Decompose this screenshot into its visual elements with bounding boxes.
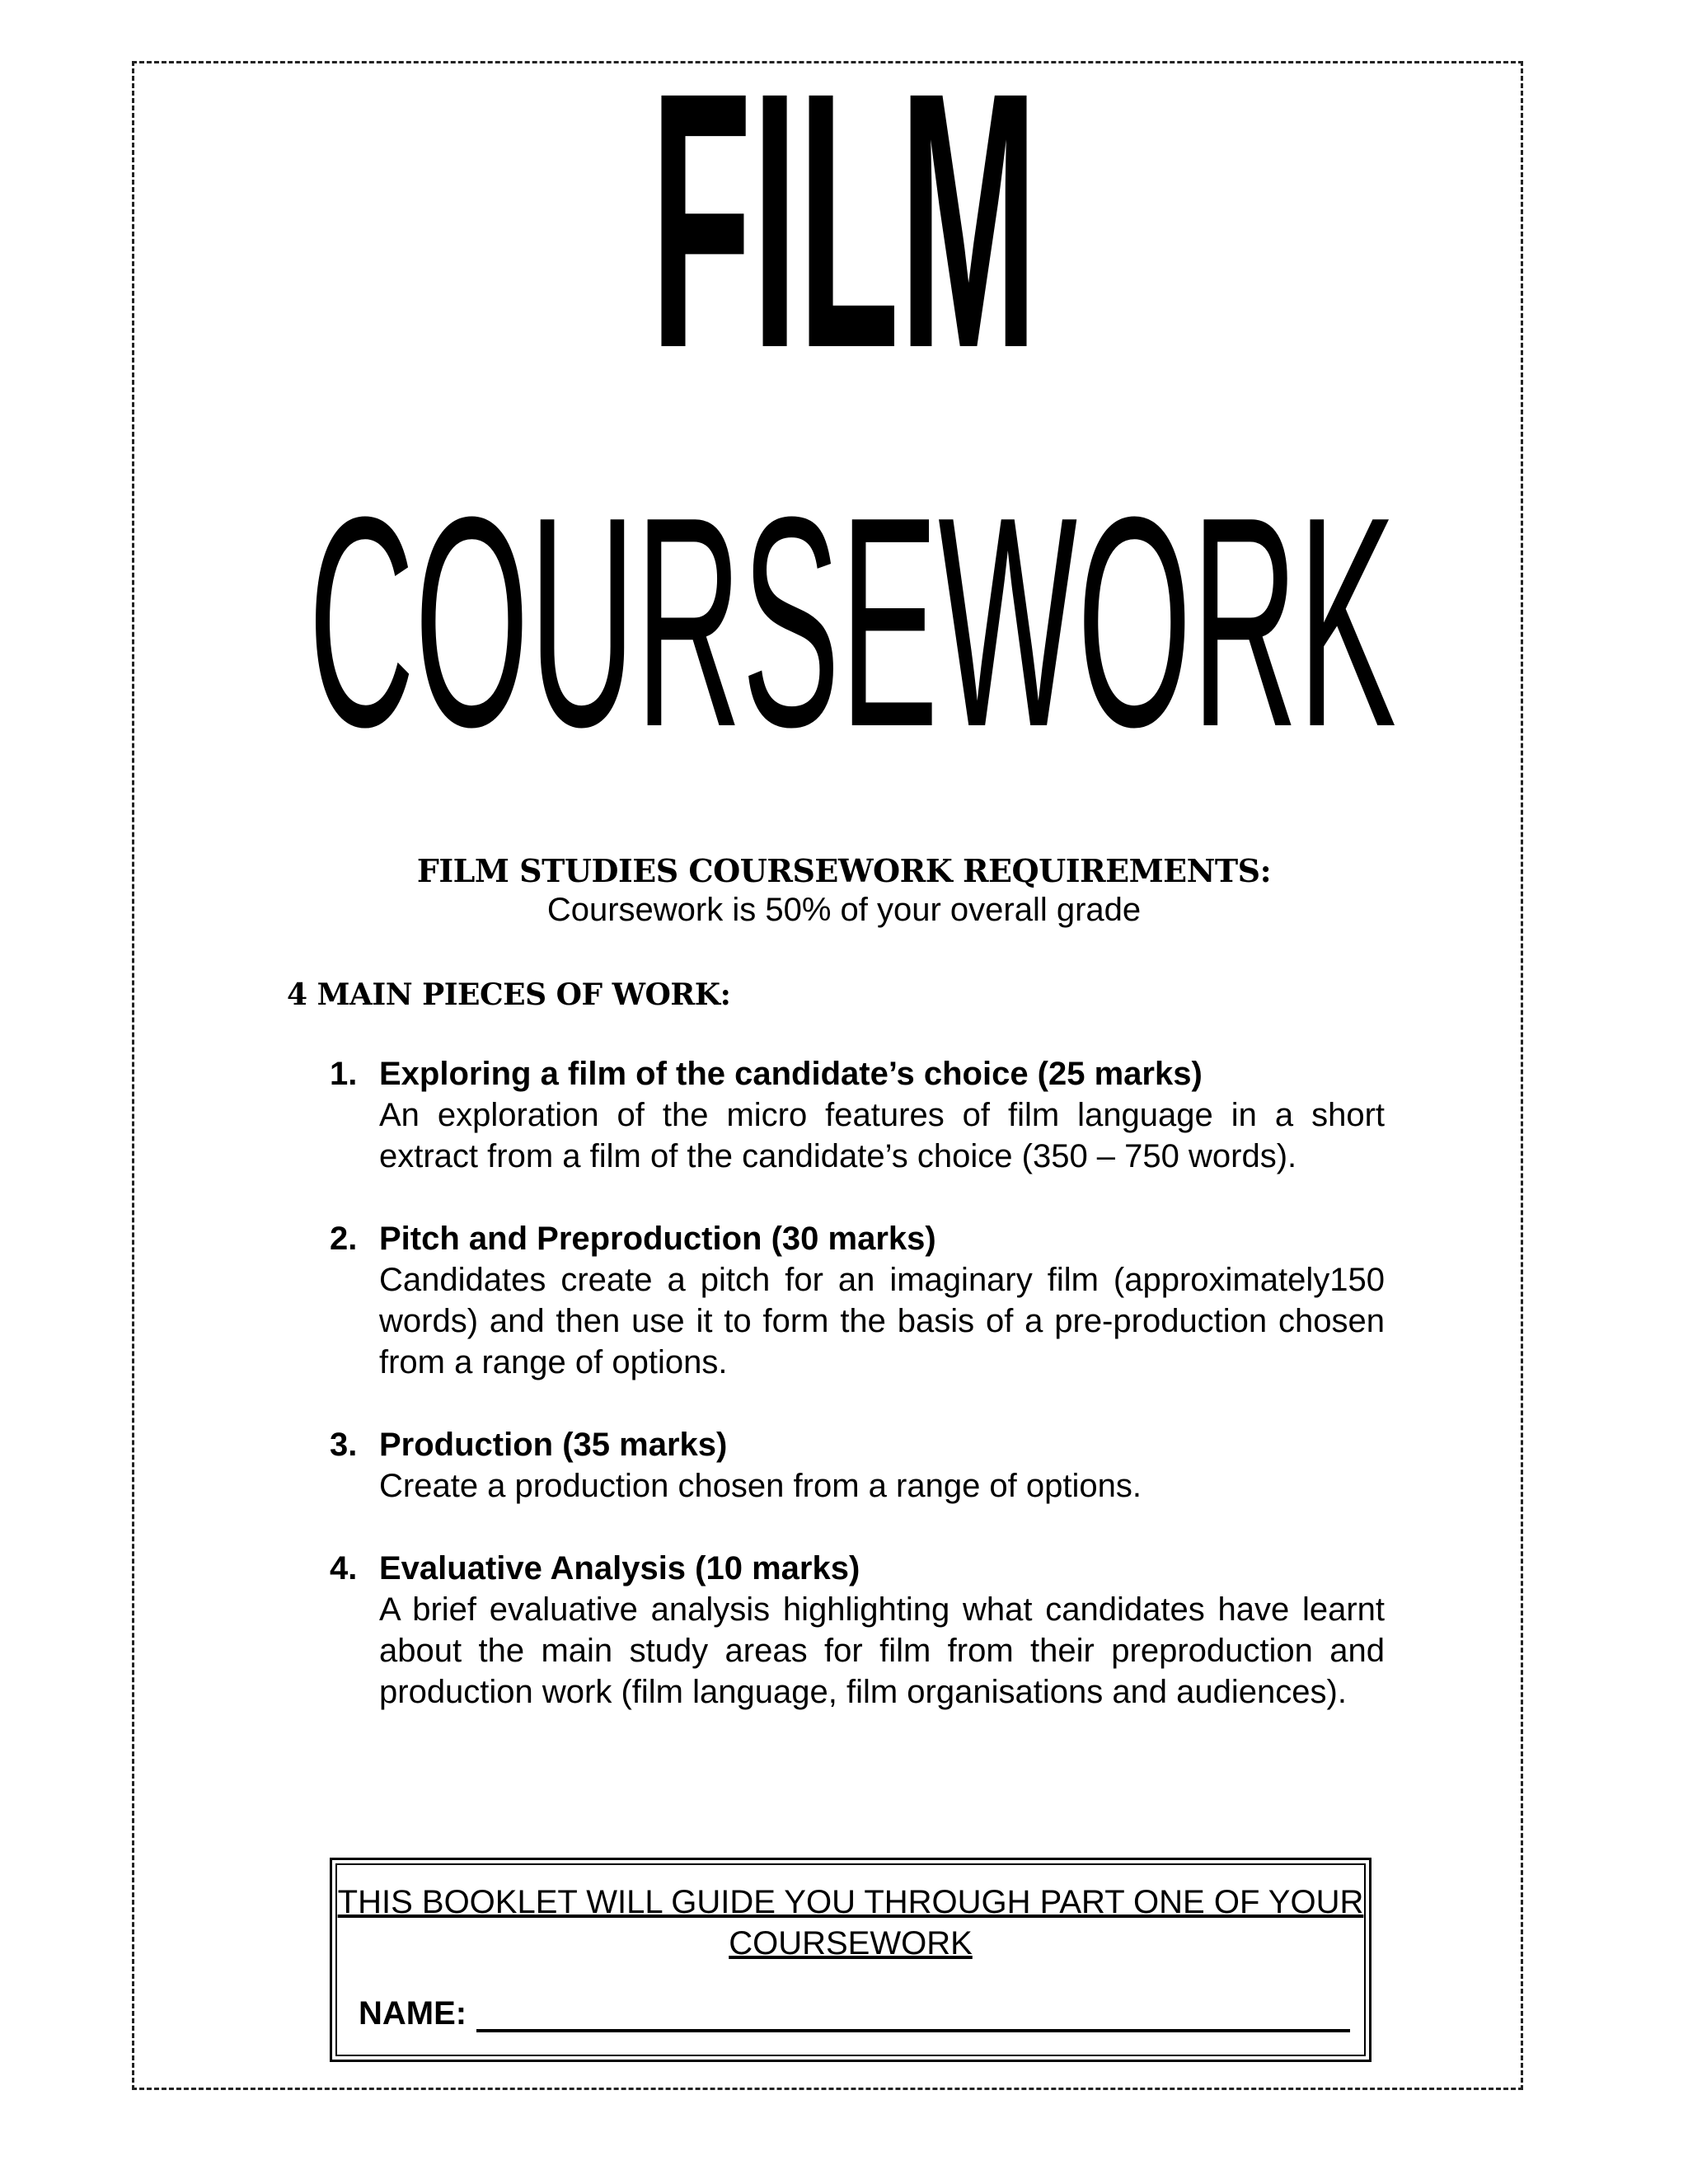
title-coursework: COURSEWORK <box>307 454 1396 790</box>
booklet-box <box>330 1858 1372 2062</box>
piece-number: 4. <box>330 1550 358 1586</box>
piece-item <box>330 1218 1385 1383</box>
booklet-inner-frame <box>335 1863 1366 2056</box>
title-film: FILM <box>650 16 1038 424</box>
piece-item <box>330 1053 1385 1177</box>
requirements-subtitle: Coursework is 50% of your overall grade <box>546 892 1142 928</box>
piece-number: 1. <box>330 1056 358 1092</box>
piece-description: A brief evaluative analysis highlighting what candidates have learnt about the main study areas for film from their preproduction and production work (film language, film organisations and audiences). <box>379 1591 1385 1710</box>
name-row <box>359 1995 1350 2032</box>
pieces-list <box>330 1053 1385 1754</box>
name-label: NAME: <box>359 1995 467 2032</box>
piece-description: An exploration of the micro features of film language in a short extract from a film of the candidate’s choice (350 – 750 words). <box>379 1097 1385 1174</box>
page-title <box>0 0 1688 790</box>
piece-title: Production (35 marks) <box>379 1427 728 1463</box>
booklet-guide-text: THIS BOOKLET WILL GUIDE YOU THROUGH PART ONE OF YOUR COURSEWORK <box>337 1884 1364 1961</box>
piece-title: Exploring a film of the candidate’s choice (25 marks) <box>379 1056 1203 1092</box>
main-pieces-heading: 4 MAIN PIECES OF WORK: <box>287 977 731 1012</box>
requirements-heading: FILM STUDIES COURSEWORK REQUIREMENTS: <box>416 852 1272 889</box>
piece-title: Evaluative Analysis (10 marks) <box>379 1550 860 1586</box>
piece-description: Candidates create a pitch for an imaginary film (approximately150 words) and then use it to form the basis of a pre-production chosen from a range of options. <box>379 1262 1385 1380</box>
piece-number: 3. <box>330 1427 358 1463</box>
name-field[interactable] <box>476 1996 1350 2032</box>
piece-item <box>330 1548 1385 1713</box>
piece-number: 2. <box>330 1221 358 1257</box>
piece-title: Pitch and Preproduction (30 marks) <box>379 1221 936 1257</box>
piece-description: Create a production chosen from a range of options. <box>379 1468 1142 1504</box>
piece-item <box>330 1424 1385 1507</box>
